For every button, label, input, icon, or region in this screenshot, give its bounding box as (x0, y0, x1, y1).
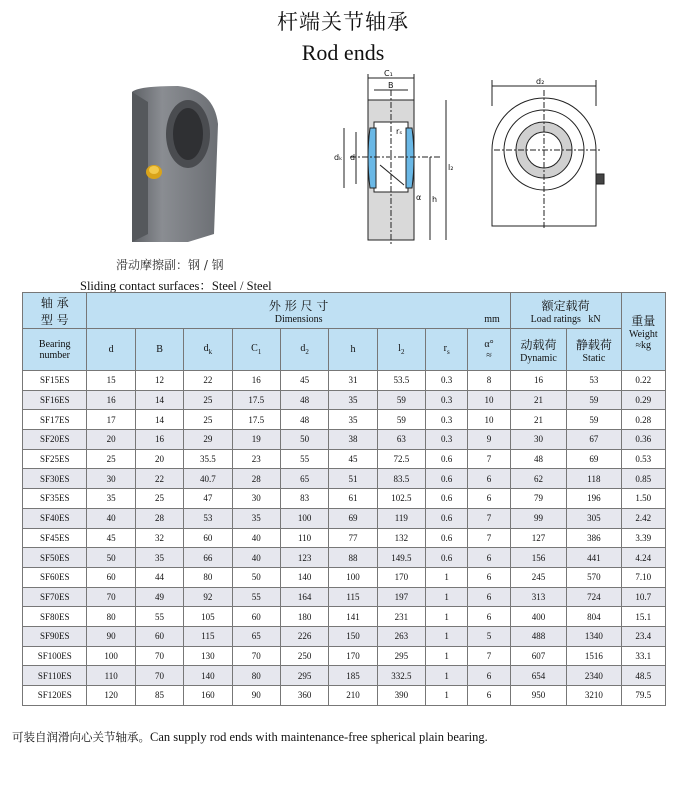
table-body (23, 371, 666, 706)
header-weight: 重量 Weight ≈kg (621, 293, 665, 371)
table-cell: 132 (377, 528, 425, 548)
table-cell: 724 (567, 587, 621, 607)
table-cell: 110 (87, 666, 135, 686)
col-rs: $r_s$ (426, 329, 468, 371)
table-cell: 390 (377, 686, 425, 706)
table-row (23, 686, 666, 706)
table-cell: 31 (329, 371, 377, 391)
table-row (23, 607, 666, 627)
table-cell: 105 (184, 607, 232, 627)
table-cell: 1 (426, 626, 468, 646)
table-cell: 25 (184, 390, 232, 410)
table-cell: 59 (567, 390, 621, 410)
table-cell: 80 (87, 607, 135, 627)
table-cell: 92 (184, 587, 232, 607)
col-alpha: α° ≈ (468, 329, 510, 371)
table-cell: 14 (135, 410, 183, 430)
table-cell: 6 (468, 469, 510, 489)
table-cell: SF45ES (23, 528, 87, 548)
table-cell: 2.42 (621, 508, 665, 528)
table-cell: 100 (280, 508, 328, 528)
table-cell: 123 (280, 548, 328, 568)
table-cell: SF40ES (23, 508, 87, 528)
table-cell: 40 (87, 508, 135, 528)
header-bearing: 轴 承 型 号 (23, 293, 87, 329)
table-cell: SF100ES (23, 646, 87, 666)
table-cell: 63 (377, 430, 425, 450)
table-row (23, 430, 666, 450)
table-cell: 30 (87, 469, 135, 489)
table-cell: 10.7 (621, 587, 665, 607)
table-cell: 16 (232, 371, 280, 391)
col-static: 静载荷 Static (567, 329, 621, 371)
table-cell: 28 (135, 508, 183, 528)
table-cell: 6 (468, 489, 510, 509)
table-cell: 400 (510, 607, 566, 627)
table-cell: 0.6 (426, 469, 468, 489)
table-cell: 59 (567, 410, 621, 430)
rod-end-photo (118, 84, 222, 244)
table-cell: 0.6 (426, 548, 468, 568)
table-cell: 141 (329, 607, 377, 627)
table-cell: SF15ES (23, 371, 87, 391)
table-cell: 7 (468, 508, 510, 528)
table-cell: 654 (510, 666, 566, 686)
table-cell: 35.5 (184, 449, 232, 469)
spec-table (22, 292, 666, 706)
table-row (23, 371, 666, 391)
table-cell: 6 (468, 587, 510, 607)
table-cell: 0.29 (621, 390, 665, 410)
page-title-en: Rod ends (301, 40, 385, 65)
table-cell: 119 (377, 508, 425, 528)
table-cell: 1340 (567, 626, 621, 646)
table-row (23, 528, 666, 548)
table-cell: 60 (232, 607, 280, 627)
table-row (23, 508, 666, 528)
table-cell: 3210 (567, 686, 621, 706)
table-cell: 360 (280, 686, 328, 706)
table-cell: SF25ES (23, 449, 87, 469)
table-cell: 295 (280, 666, 328, 686)
table-cell: 1 (426, 666, 468, 686)
table-cell: 1 (426, 567, 468, 587)
table-cell: 0.36 (621, 430, 665, 450)
table-cell: 0.53 (621, 449, 665, 469)
table-cell: 48 (280, 390, 328, 410)
table-cell: 72.5 (377, 449, 425, 469)
table-cell: 50 (232, 567, 280, 587)
table-cell: 1516 (567, 646, 621, 666)
table-cell: 88 (329, 548, 377, 568)
table-cell: 170 (377, 567, 425, 587)
table-cell: 80 (232, 666, 280, 686)
table-cell: 45 (87, 528, 135, 548)
table-cell: 1.50 (621, 489, 665, 509)
table-cell: 127 (510, 528, 566, 548)
table-row (23, 548, 666, 568)
table-cell: 210 (329, 686, 377, 706)
table-cell: 140 (184, 666, 232, 686)
table-cell: SF17ES (23, 410, 87, 430)
table-cell: 66 (184, 548, 232, 568)
table-row (23, 410, 666, 430)
table-cell: 0.85 (621, 469, 665, 489)
table-cell: 49 (135, 587, 183, 607)
table-cell: 9 (468, 430, 510, 450)
table-cell: 185 (329, 666, 377, 686)
label-c1: C₁ (384, 70, 393, 78)
table-cell: 50 (87, 548, 135, 568)
table-cell: 332.5 (377, 666, 425, 686)
table-cell: SF20ES (23, 430, 87, 450)
header-dimensions: 外 形 尺 寸 Dimensions mm (87, 293, 510, 329)
col-b: B (135, 329, 183, 371)
table-cell: 79 (510, 489, 566, 509)
section-drawing (330, 70, 460, 250)
label-b: B (388, 81, 394, 90)
table-cell: 0.3 (426, 371, 468, 391)
table-cell: 1 (426, 587, 468, 607)
table-cell: 55 (280, 449, 328, 469)
table-cell: 149.5 (377, 548, 425, 568)
table-cell: 102.5 (377, 489, 425, 509)
table-cell: 62 (510, 469, 566, 489)
table-cell: 70 (135, 666, 183, 686)
table-cell: 16 (87, 390, 135, 410)
table-cell: 4.24 (621, 548, 665, 568)
table-cell: SF35ES (23, 489, 87, 509)
table-cell: 53 (567, 371, 621, 391)
table-cell: 250 (280, 646, 328, 666)
table-cell: 21 (510, 410, 566, 430)
table-cell: 69 (329, 508, 377, 528)
table-cell: 22 (184, 371, 232, 391)
table-cell: 0.6 (426, 449, 468, 469)
table-cell: 25 (135, 489, 183, 509)
table-cell: 950 (510, 686, 566, 706)
table-cell: 65 (232, 626, 280, 646)
table-cell: 70 (87, 587, 135, 607)
table-cell: 0.28 (621, 410, 665, 430)
table-cell: 6 (468, 567, 510, 587)
table-cell: 0.6 (426, 528, 468, 548)
table-cell: 6 (468, 548, 510, 568)
table-row (23, 626, 666, 646)
col-dynamic: 动载荷 Dynamic (510, 329, 566, 371)
table-cell: 115 (184, 626, 232, 646)
table-cell: 6 (468, 666, 510, 686)
page-title-cn: 杆端关节轴承 (277, 10, 409, 34)
table-cell: 44 (135, 567, 183, 587)
table-cell: 7 (468, 528, 510, 548)
table-cell: 2340 (567, 666, 621, 686)
table-cell: 305 (567, 508, 621, 528)
table-cell: 90 (232, 686, 280, 706)
table-cell: 180 (280, 607, 328, 627)
table-cell: 45 (280, 371, 328, 391)
label-rs: rₛ (396, 127, 403, 136)
table-cell: 30 (232, 489, 280, 509)
table-row (23, 489, 666, 509)
table-cell: 5 (468, 626, 510, 646)
table-cell: 83 (280, 489, 328, 509)
table-cell: SF50ES (23, 548, 87, 568)
table-cell: 25 (184, 410, 232, 430)
table-cell: 69 (567, 449, 621, 469)
table-cell: 160 (184, 686, 232, 706)
table-cell: 20 (135, 449, 183, 469)
table-cell: 156 (510, 548, 566, 568)
table-cell: 70 (135, 646, 183, 666)
table-cell: 35 (232, 508, 280, 528)
table-cell: 61 (329, 489, 377, 509)
table-cell: 33.1 (621, 646, 665, 666)
table-cell: 23.4 (621, 626, 665, 646)
table-cell: 50 (280, 430, 328, 450)
table-cell: 120 (87, 686, 135, 706)
table-row (23, 567, 666, 587)
table-row (23, 449, 666, 469)
material-en: Sliding contact surfaces：Steel / Steel (80, 279, 272, 293)
table-cell: 3.39 (621, 528, 665, 548)
table-cell: 100 (329, 567, 377, 587)
table-cell: 17.5 (232, 410, 280, 430)
table-cell: 245 (510, 567, 566, 587)
table-cell: 130 (184, 646, 232, 666)
table-cell: 118 (567, 469, 621, 489)
table-cell: 35 (329, 410, 377, 430)
table-cell: 65 (280, 469, 328, 489)
table-cell: 16 (510, 371, 566, 391)
col-h: h (329, 329, 377, 371)
table-cell: 17.5 (232, 390, 280, 410)
front-view-drawing (484, 76, 614, 236)
table-cell: 48.5 (621, 666, 665, 686)
table-cell: SF90ES (23, 626, 87, 646)
table-row (23, 390, 666, 410)
table-row (23, 666, 666, 686)
table-cell: SF30ES (23, 469, 87, 489)
table-cell: 40.7 (184, 469, 232, 489)
table-cell: 48 (510, 449, 566, 469)
table-cell: 60 (135, 626, 183, 646)
table-cell: 99 (510, 508, 566, 528)
table-cell: 70 (232, 646, 280, 666)
table-cell: 170 (329, 646, 377, 666)
table-cell: 488 (510, 626, 566, 646)
table-cell: 10 (468, 410, 510, 430)
table-cell: 48 (280, 410, 328, 430)
table-cell: 15 (87, 371, 135, 391)
table-cell: 100 (87, 646, 135, 666)
footnote-cn: 可装自润滑向心关节轴承。 (12, 730, 150, 744)
table-cell: 140 (280, 567, 328, 587)
label-h: h (432, 195, 438, 204)
table-cell: 1 (426, 646, 468, 666)
table-cell: 85 (135, 686, 183, 706)
table-cell: 60 (184, 528, 232, 548)
table-cell: SF16ES (23, 390, 87, 410)
table-cell: 79.5 (621, 686, 665, 706)
col-c1: $C_1$ (232, 329, 280, 371)
label-d: d (350, 153, 356, 162)
table-cell: 47 (184, 489, 232, 509)
table-cell: 0.3 (426, 410, 468, 430)
table-cell: 804 (567, 607, 621, 627)
table-row (23, 469, 666, 489)
table-cell: 53 (184, 508, 232, 528)
table-cell: 55 (135, 607, 183, 627)
table-cell: 0.6 (426, 508, 468, 528)
col-d2: $d_2$ (280, 329, 328, 371)
table-cell: 21 (510, 390, 566, 410)
table-cell: 263 (377, 626, 425, 646)
table-cell: 0.6 (426, 489, 468, 509)
table-cell: 1 (426, 607, 468, 627)
col-d: d (87, 329, 135, 371)
table-cell: 6 (468, 607, 510, 627)
table-cell: 59 (377, 390, 425, 410)
table-cell: 15.1 (621, 607, 665, 627)
table-cell: 196 (567, 489, 621, 509)
table-cell: 32 (135, 528, 183, 548)
table-cell: 0.22 (621, 371, 665, 391)
table-cell: 8 (468, 371, 510, 391)
table-cell: 51 (329, 469, 377, 489)
footnote-en: Can supply rod ends with maintenance-free spherical plain bearing. (150, 730, 488, 744)
table-cell: 28 (232, 469, 280, 489)
table-cell: SF70ES (23, 587, 87, 607)
table-cell: 45 (329, 449, 377, 469)
table-cell: 386 (567, 528, 621, 548)
header-load-ratings: 额定载荷 Load ratings kN (510, 293, 621, 329)
table-cell: SF120ES (23, 686, 87, 706)
table-cell: 80 (184, 567, 232, 587)
table-cell: 20 (87, 430, 135, 450)
table-cell: 226 (280, 626, 328, 646)
table-cell: 115 (329, 587, 377, 607)
table-cell: 83.5 (377, 469, 425, 489)
table-cell: 67 (567, 430, 621, 450)
table-cell: 59 (377, 410, 425, 430)
table-cell: 23 (232, 449, 280, 469)
table-cell: 607 (510, 646, 566, 666)
col-l2: $l_2$ (377, 329, 425, 371)
table-cell: 295 (377, 646, 425, 666)
material-cn: 滑动摩擦副：钢 / 钢 (116, 258, 224, 272)
table-cell: 197 (377, 587, 425, 607)
table-cell: 0.3 (426, 430, 468, 450)
header-bearing-number: Bearing number (23, 329, 87, 371)
label-alpha: α (416, 193, 422, 202)
table-cell: 90 (87, 626, 135, 646)
table-cell: 164 (280, 587, 328, 607)
table-cell: 40 (232, 528, 280, 548)
table-cell: 570 (567, 567, 621, 587)
label-d2: d₂ (536, 77, 545, 86)
table-cell: 110 (280, 528, 328, 548)
table-cell: 53.5 (377, 371, 425, 391)
table-cell: 30 (510, 430, 566, 450)
table-cell: 77 (329, 528, 377, 548)
footnote (12, 729, 488, 745)
table-cell: 14 (135, 390, 183, 410)
table-cell: 29 (184, 430, 232, 450)
table-cell: 231 (377, 607, 425, 627)
table-cell: 17 (87, 410, 135, 430)
table-cell: 38 (329, 430, 377, 450)
table-cell: 1 (426, 686, 468, 706)
table-cell: 441 (567, 548, 621, 568)
table-cell: 16 (135, 430, 183, 450)
table-cell: 55 (232, 587, 280, 607)
table-cell: 40 (232, 548, 280, 568)
table-row (23, 587, 666, 607)
table-cell: 7.10 (621, 567, 665, 587)
table-cell: 19 (232, 430, 280, 450)
table-cell: SF60ES (23, 567, 87, 587)
table-cell: 150 (329, 626, 377, 646)
table-cell: 12 (135, 371, 183, 391)
table-cell: SF80ES (23, 607, 87, 627)
table-cell: 35 (135, 548, 183, 568)
table-cell: 6 (468, 686, 510, 706)
table-cell: 313 (510, 587, 566, 607)
table-cell: 35 (329, 390, 377, 410)
table-cell: 60 (87, 567, 135, 587)
col-dk: $d_k$ (184, 329, 232, 371)
table-cell: 25 (87, 449, 135, 469)
table-cell: 10 (468, 390, 510, 410)
table-cell: 7 (468, 449, 510, 469)
label-l2: l₂ (448, 163, 454, 172)
table-cell: 7 (468, 646, 510, 666)
label-dk: dₖ (334, 153, 343, 162)
table-cell: SF110ES (23, 666, 87, 686)
table-cell: 22 (135, 469, 183, 489)
table-cell: 35 (87, 489, 135, 509)
table-cell: 0.3 (426, 390, 468, 410)
table-row (23, 646, 666, 666)
